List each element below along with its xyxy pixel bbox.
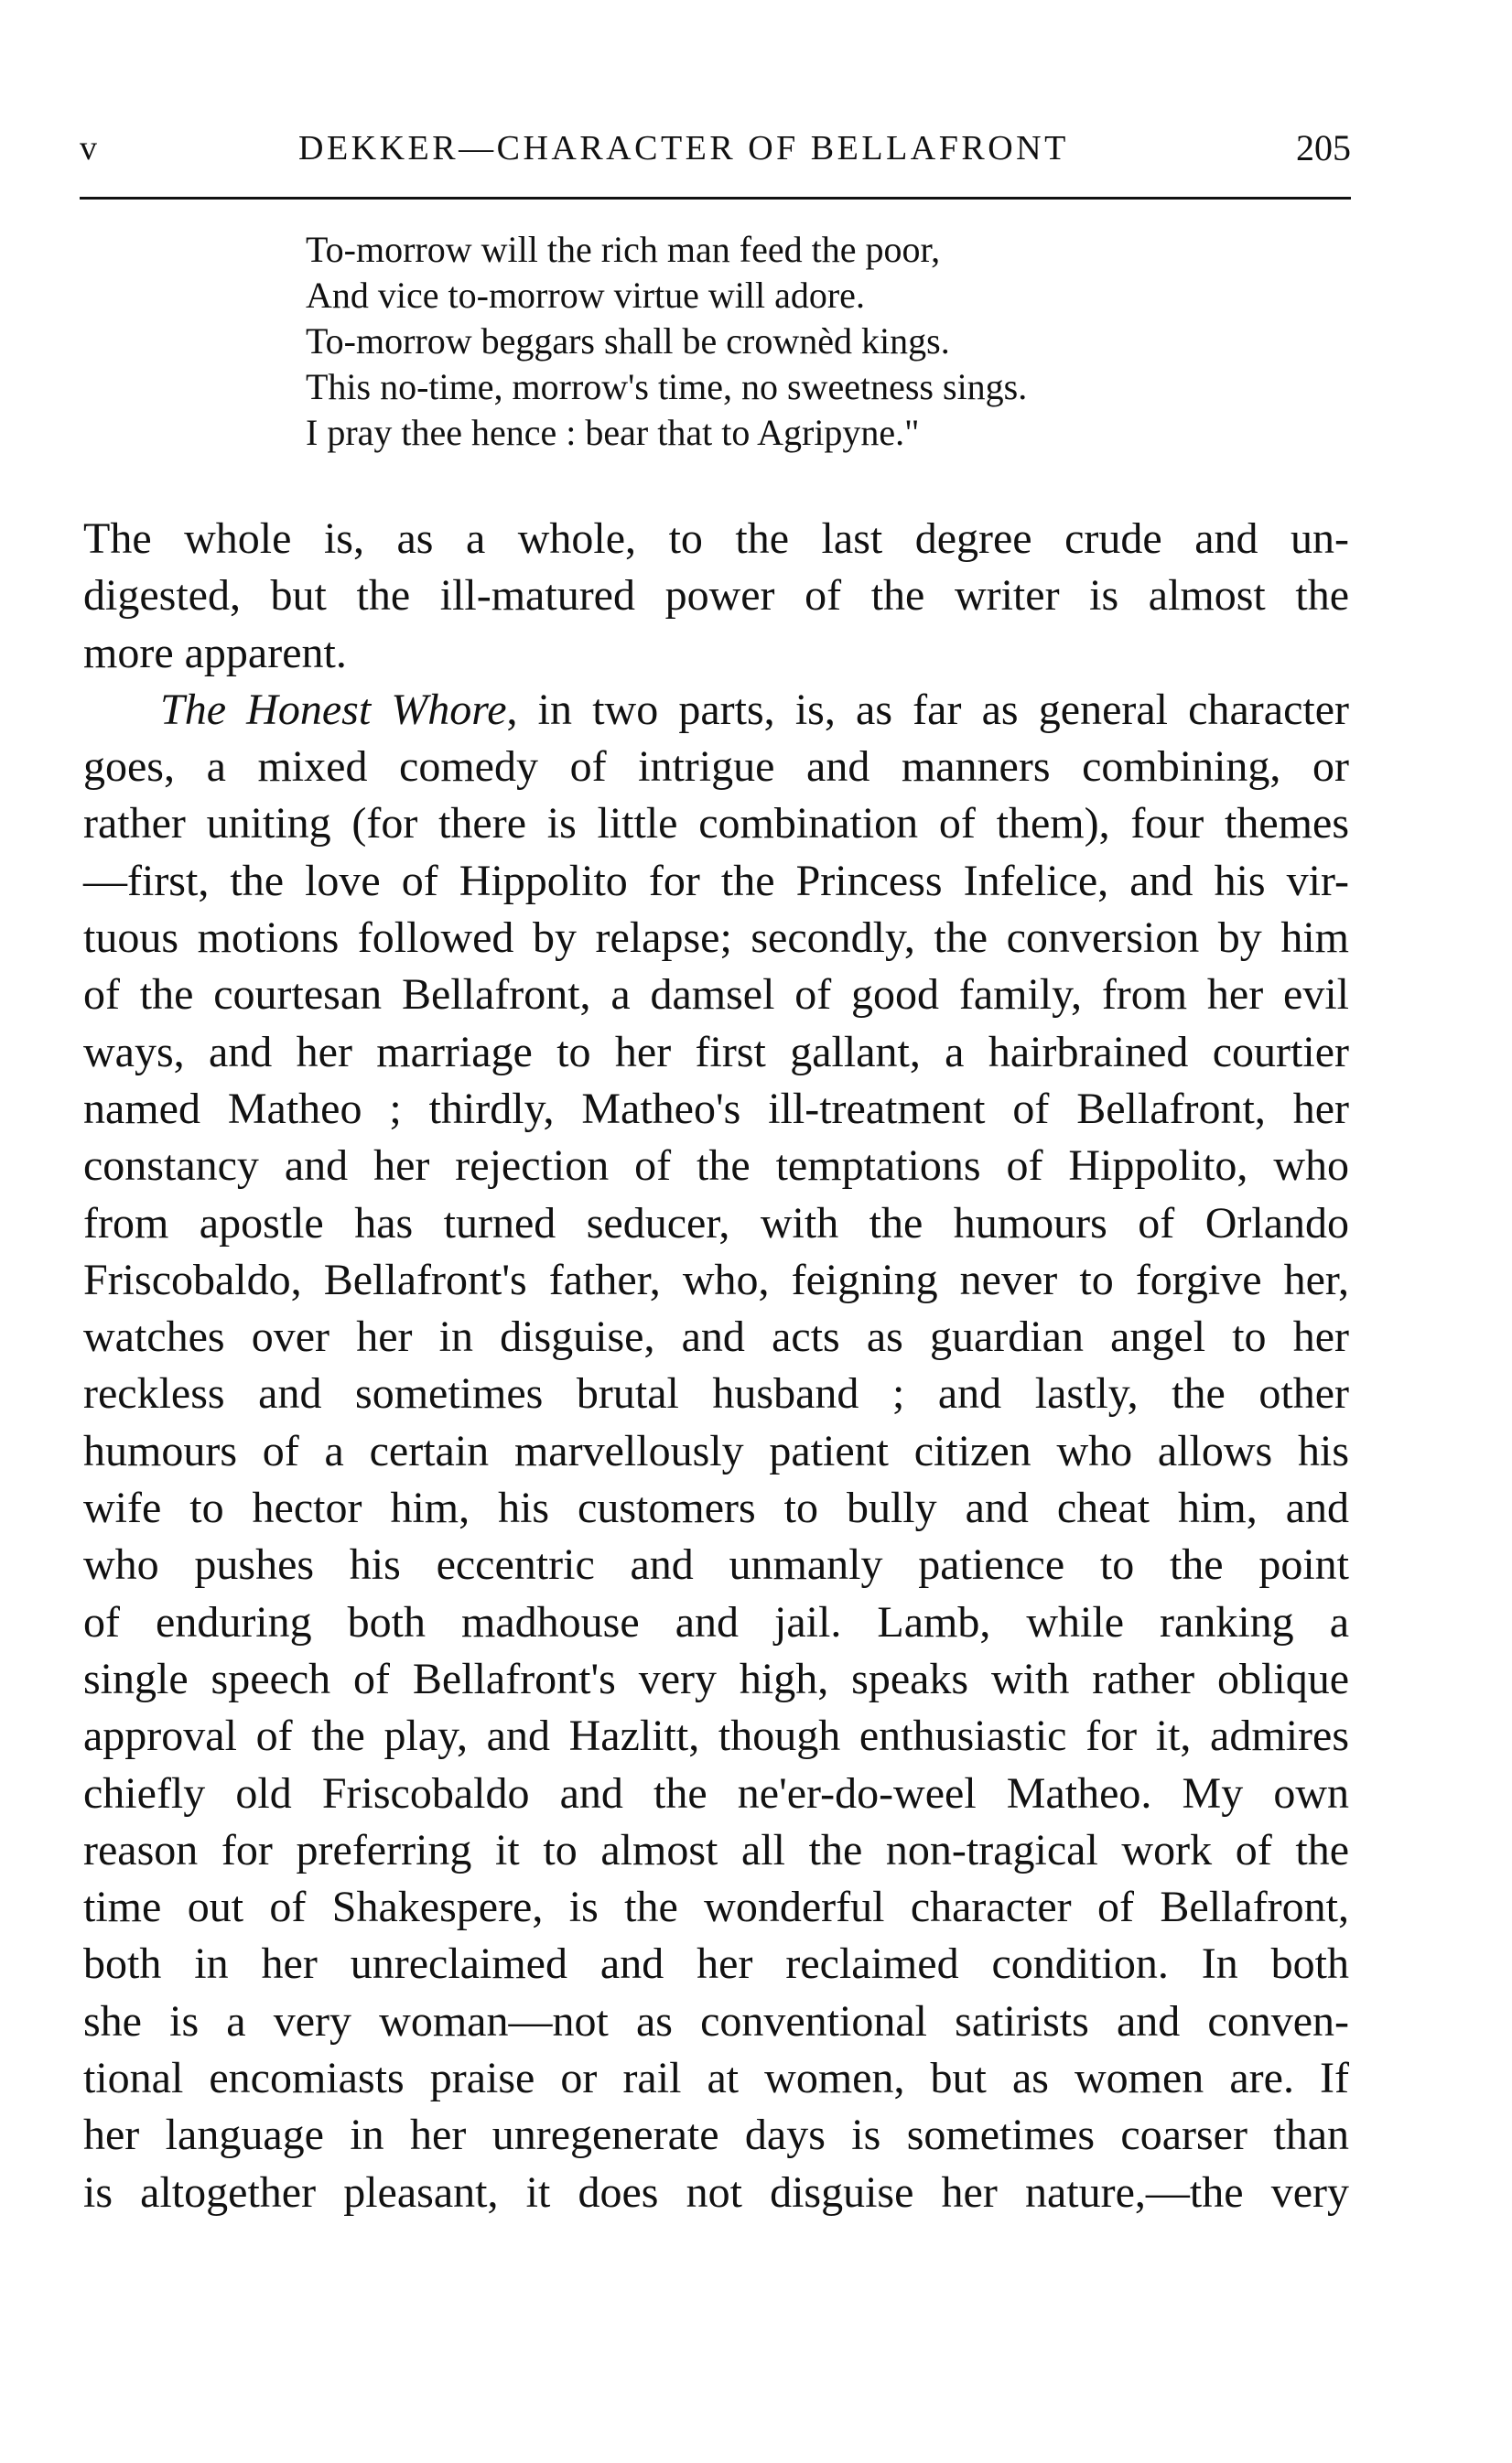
- paragraph-line: tional encomiasts praise or rail at women, but as women are. If: [83, 2054, 1349, 2103]
- paragraph-line: of enduring both madhouse and jail. Lamb, while ranking a: [83, 1597, 1349, 1647]
- verse-line: And vice to-morrow virtue will adore.: [306, 275, 865, 316]
- paragraph-line: reckless and sometimes brutal husband ; and lastly, the other: [83, 1369, 1349, 1419]
- play-title: The Honest Whore: [160, 685, 507, 734]
- paragraph-line: chiefly old Friscobaldo and the ne'er-do-weel Matheo. My own: [83, 1768, 1349, 1818]
- paragraph-line: constancy and her rejection of the temptations of Hippolito, who: [83, 1141, 1349, 1191]
- paragraph-line: single speech of Bellafront's very high, speaks with rather oblique: [83, 1654, 1349, 1703]
- paragraph-line: rather uniting (for there is little combination of them), four themes: [83, 799, 1349, 848]
- verse-line: I pray thee hence : bear that to Agripyne.": [306, 412, 920, 453]
- paragraph-line: The whole is, as a whole, to the last degree crude and un-: [83, 514, 1349, 563]
- verse-line: This no-time, morrow's time, no sweetness sings.: [306, 366, 1028, 407]
- paragraph-line: named Matheo ; thirdly, Matheo's ill-treatment of Bellafront, her: [83, 1084, 1349, 1133]
- verse-line: To-morrow will the rich man feed the poor,: [306, 229, 941, 270]
- paragraph-line: reason for preferring it to almost all the non-tragical work of the: [83, 1825, 1349, 1874]
- paragraph-line: humours of a certain marvellously patient citizen who allows his: [83, 1426, 1349, 1475]
- verse-quotation: [306, 227, 1027, 456]
- paragraph-line: wife to hector him, his customers to bully and cheat him, and: [83, 1484, 1349, 1533]
- header-rule: [80, 197, 1351, 200]
- paragraph-line: watches over her in disguise, and acts as guardian angel to her: [83, 1313, 1349, 1362]
- paragraph-line: digested, but the ill-matured power of the writer is almost the: [83, 571, 1349, 621]
- page-number: 205: [1296, 127, 1351, 168]
- paragraph-line: Friscobaldo, Bellafront's father, who, feigning never to forgive her,: [83, 1255, 1349, 1304]
- paragraph-line: of the courtesan Bellafront, a damsel of good family, from her evil: [83, 970, 1349, 1020]
- paragraph-line: both in her unreclaimed and her reclaimed condition. In both: [83, 1939, 1349, 1989]
- body-text: [83, 511, 1349, 2221]
- paragraph-line: from apostle has turned seducer, with the humours of Orlando: [83, 1198, 1349, 1248]
- paragraph-line-rest: , in two parts, is, as far as general character: [506, 685, 1349, 734]
- paragraph-line: time out of Shakespere, is the wonderful character of Bellafront,: [83, 1883, 1349, 1932]
- paragraph-line: who pushes his eccentric and unmanly patience to the point: [83, 1540, 1349, 1590]
- paragraph-line: approval of the play, and Hazlitt, though enthusiastic for it, admires: [83, 1712, 1349, 1761]
- paragraph-line: tuous motions followed by relapse; secondly, the conversion by him: [83, 913, 1349, 963]
- running-title: DEKKER—CHARACTER OF BELLAFRONT: [298, 129, 1069, 167]
- paragraph-line: ways, and her marriage to her first gallant, a hairbrained courtier: [83, 1027, 1349, 1076]
- paragraph-line: —first, the love of Hippolito for the Princess Infelice, and his vir-: [83, 856, 1349, 905]
- running-head: [80, 127, 1351, 169]
- chapter-number: v: [80, 129, 97, 167]
- paragraph-line: goes, a mixed comedy of intrigue and manners combining, or: [83, 742, 1349, 792]
- paragraph-line: she is a very woman—not as conventional satirists and conven-: [83, 1996, 1349, 2046]
- paragraph-line: more apparent.: [83, 628, 347, 677]
- paragraph-line: [83, 682, 1349, 739]
- verse-line: To-morrow beggars shall be crownèd kings.: [306, 320, 950, 362]
- paragraph-line: is altogether pleasant, it does not disguise her nature,—the very: [83, 2167, 1349, 2217]
- paragraph-line: her language in her unregenerate days is sometimes coarser than: [83, 2111, 1349, 2160]
